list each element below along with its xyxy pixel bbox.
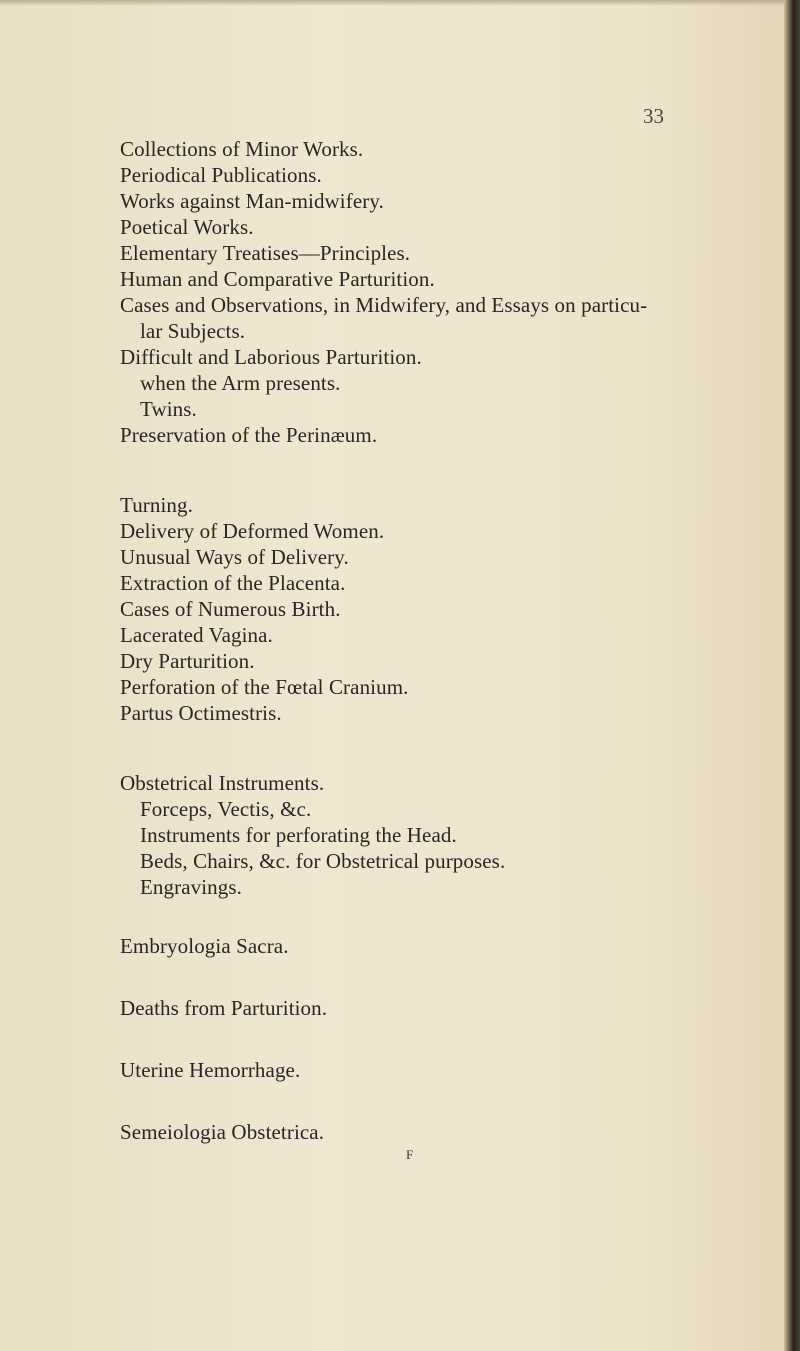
list-item: Obstetrical Instruments. bbox=[120, 771, 325, 795]
list-item: Human and Comparative Parturition. bbox=[120, 267, 435, 291]
page-top-shadow bbox=[0, 0, 800, 6]
list-item: Elementary Treatises—Principles. bbox=[120, 241, 411, 265]
list-item: Partus Octimestris. bbox=[120, 701, 282, 725]
list-item: Works against Man-midwifery. bbox=[120, 189, 384, 213]
list-item: Delivery of Deformed Women. bbox=[120, 519, 385, 543]
list-item: Cases of Numerous Birth. bbox=[120, 597, 341, 621]
list-item: lar Subjects. bbox=[140, 319, 246, 343]
list-item: Cases and Observations, in Midwifery, and Essays on particu- bbox=[120, 293, 648, 317]
list-item: Semeiologia Obstetrica. bbox=[120, 1120, 325, 1144]
list-item: Embryologia Sacra. bbox=[120, 934, 289, 958]
list-item: Twins. bbox=[140, 397, 197, 421]
list-item: when the Arm presents. bbox=[140, 371, 341, 395]
list-item: Instruments for perforating the Head. bbox=[140, 823, 457, 847]
list-item: Periodical Publications. bbox=[120, 163, 322, 187]
list-item: Perforation of the Fœtal Cranium. bbox=[120, 675, 409, 699]
list-item: Dry Parturition. bbox=[120, 649, 255, 673]
list-item: Deaths from Parturition. bbox=[120, 996, 328, 1020]
list-item: Preservation of the Perinæum. bbox=[120, 423, 378, 447]
list-item: Difficult and Laborious Parturition. bbox=[120, 345, 422, 369]
list-item: Forceps, Vectis, &c. bbox=[140, 797, 312, 821]
list-item: Uterine Hemorrhage. bbox=[120, 1058, 301, 1082]
signature-mark: F bbox=[406, 1147, 414, 1162]
list-item: Poetical Works. bbox=[120, 215, 254, 239]
list-item: Lacerated Vagina. bbox=[120, 623, 273, 647]
list-item: Beds, Chairs, &c. for Obstetrical purposes. bbox=[140, 849, 506, 873]
list-item: Turning. bbox=[120, 493, 193, 517]
list-item: Extraction of the Placenta. bbox=[120, 571, 346, 595]
list-item: Collections of Minor Works. bbox=[120, 137, 364, 161]
page-number: 33 bbox=[643, 104, 664, 128]
list-item: Engravings. bbox=[140, 875, 242, 899]
list-item: Unusual Ways of Delivery. bbox=[120, 545, 349, 569]
book-spine-edge bbox=[784, 0, 800, 1351]
